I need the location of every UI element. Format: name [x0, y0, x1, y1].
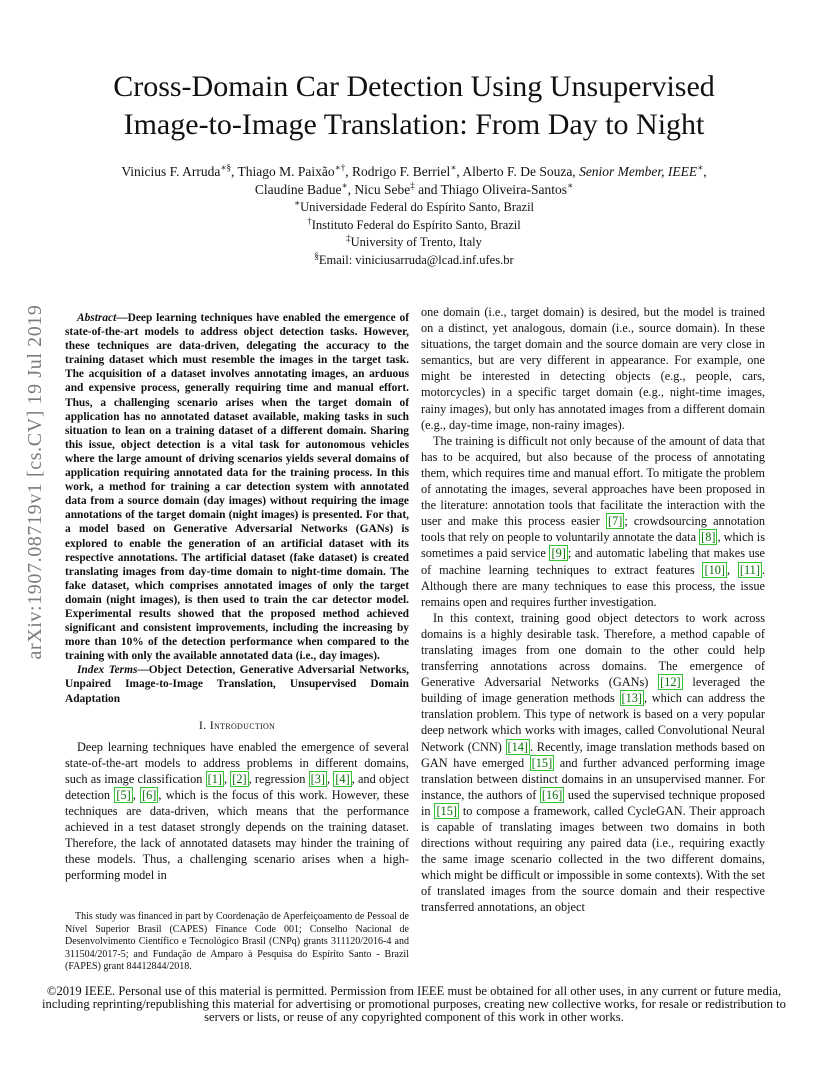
text-run: . Although there are many techniques to ease this process, the issue remains open and requires further investigation. [421, 562, 765, 609]
citation-link[interactable]: [11] [739, 562, 760, 577]
citation-link[interactable]: [1] [207, 771, 222, 786]
author-mark: ∗ [450, 162, 457, 173]
citation-link[interactable]: [7] [607, 514, 623, 529]
arxiv-stamp-text[interactable]: arXiv:1907.08719v1 [cs.CV] 19 Jul 2019 [24, 304, 46, 660]
text-run: , regression [248, 771, 309, 786]
author-role: Senior Member, IEEE [579, 164, 698, 179]
text-run: . Recently, image translation methods based on GAN have emerged [421, 739, 765, 770]
affiliation-text[interactable]: Email: viniciusarruda@lcad.inf.ufes.br [318, 252, 514, 267]
citation-link[interactable]: [4] [335, 771, 350, 786]
affiliation-mark: § [314, 250, 319, 261]
intro-paragraph-1 [65, 739, 409, 884]
affiliation-text: Universidade Federal do Espírito Santo, Brazil [300, 200, 535, 214]
paper-title [40, 68, 788, 144]
section-title: Introduction [209, 717, 276, 732]
intro-paragraph-4 [421, 610, 765, 916]
citation-link[interactable]: [15] [531, 755, 553, 770]
citation-link[interactable]: [8] [701, 530, 716, 545]
title-line-1: Cross-Domain Car Detection Using Unsupervised [113, 70, 715, 103]
text-run: , [327, 771, 334, 786]
text-run: ; and automatic labeling that makes use of machine learning techniques to extract features [421, 546, 765, 577]
text-run: and further advanced performing image translation between distinct domains in an unsupervised manner. For instance, the authors of [421, 755, 766, 802]
copyright-notice: ©2019 IEEE. Personal use of this material is permitted. Permission from IEEE must be obtained for all other uses, in any current or future media, including reprinting/republishing this material for advertising or promotional purposes, creating new collective works, for resale or redistribution to servers or lists, or reuse of any copyrighted component of this work in other works. [42, 984, 786, 1025]
intro-paragraph-2: one domain (i.e., target domain) is desired, but the model is trained on a distinct, yet analogous, domain (i.e., source domain). In these situations, the target domain and the source domain are very close in semantics, but are very different in appearance. For example, one might be interested in detecting objects (e.g., people, cars, motorcycles) in a specific target domain (e.g., night-time images, rainy images), but only has annotated images from a different domain (e.g., day-time image, non-rainy images). [421, 305, 765, 432]
citation-link[interactable]: [6] [142, 787, 157, 802]
affiliation-text: University of Trento, Italy [350, 235, 482, 249]
author-mark: ∗ [567, 180, 574, 191]
text-run: In this context, training good object detectors to work across domains is a highly desirable task. Therefore, a method capable of translating images from one domain to the other could help transferring annotations across domains. The emergence of Generative Adversarial Networks (GANs) [421, 610, 765, 690]
author-mark: ‡ [410, 180, 415, 191]
section-numeral: I. [198, 717, 210, 732]
citation-link[interactable]: [16] [541, 787, 563, 802]
author-name: Vinicius F. Arruda [121, 164, 221, 179]
citation-link[interactable]: [2] [232, 771, 247, 786]
text-run: leveraged the building of image generation methods [421, 675, 765, 706]
text-run: , and object detection [65, 771, 409, 802]
citation-link[interactable]: [15] [436, 803, 457, 818]
citation-link[interactable]: [10] [704, 562, 725, 577]
text-run: , [132, 787, 141, 802]
citation-link[interactable]: [5] [116, 787, 131, 802]
affiliation-item [40, 234, 788, 252]
affiliation-item [40, 217, 788, 235]
citation-link[interactable]: [13] [621, 691, 642, 706]
affiliation-mark: † [307, 215, 312, 226]
author-name: and Thiago Oliveira-Santos [418, 182, 568, 197]
text-run: , [726, 562, 738, 577]
author-line-1: Vinicius F. Arruda∗§, Thiago M. Paixão∗†, Rodrigo F. Berriel∗, Alberto F. De Souza, Senior Member, IEEE∗, [121, 162, 707, 179]
affiliation-list [40, 199, 788, 269]
author-name: Claudine Badue [254, 182, 342, 197]
author-mark: ∗ [697, 162, 704, 173]
index-terms-lead: Index Terms [77, 664, 138, 677]
title-line-2: Image-to-Image Translation: From Day to Night [123, 108, 705, 141]
right-column [421, 304, 765, 916]
text-run: , which is sometimes a paid service [421, 530, 765, 561]
author-mark: ∗† [334, 162, 346, 173]
text-run: , which can address the translation problem. This type of network is based on a very popular deep network which works with images, called Convolutional Neural Network (CNN) [421, 691, 766, 754]
affiliation-mark: ∗ [293, 197, 301, 208]
index-terms-text: —Object Detection, Generative Adversarial Networks, Unpaired Image-to-Image Translation, Unsupervised Domain Adaptation [65, 664, 409, 705]
affiliation-mark: ‡ [346, 232, 351, 243]
author-list [40, 163, 788, 199]
intro-paragraph-3 [421, 433, 765, 610]
text-run: , [223, 771, 231, 786]
citation-link[interactable]: [12] [660, 675, 681, 690]
text-run: The training is difficult not only because of the amount of data that has to be acquired, but also because of the process of annotating them, which requires time and manual effort. To mitigate the problem of annotating the images, several approaches have been proposed in the literature: annotation tools that facilitate the interaction with the user and make this process easier [421, 433, 765, 529]
text-run: ; crowdsourcing annotation tools that rely on people to voluntarily annotate the data [421, 514, 765, 545]
left-column [65, 311, 409, 883]
text-run: to compose a framework, called CycleGAN. Their approach is capable of translating images between two domains in both directions without requiring any paired data (i.e., requiring exactly the same image scenario collected in the two different domains, which might be difficult or impossible in some contexts). With the set of translated images from the source domain and their respective transferred annotations, an object [421, 803, 765, 915]
abstract-lead: Abstract [77, 312, 117, 324]
abstract-text: —Deep learning techniques have enabled the emergence of state-of-the-art models to address object detection tasks. However, these techniques are data-driven, delegating the accuracy to the training dataset which must resemble the images in the target task. The acquisition of a dataset involves annotating images, an arduous and expensive process, generally requiring time and manual effort. Thus, a challenging scenario arises when the target domain of application has no annotated dataset available, making tasks in such situation to lean on a training dataset of a different domain. Sharing this issue, object detection is a vital task for autonomous vehicles where the large amount of driving scenarios yields several domains of application requiring annotated data for the training process. In this work, a method for training a car detection system with annotated data from a source domain (day images) without requiring the image annotations of the target domain (night images) is presented. For that, a model based on Generative Adversarial Networks (GANs) is explored to enable the generation of an artificial dataset with its respective annotations. The artificial dataset (fake dataset) is created translating images from day-time domain to night-time domain. The fake dataset, which comprises annotated images of only the target domain (night images), is then used to train the car detector model. Experimental results showed that the proposed method achieved significant and consistent improvements, including the increasing by more than 10% of the detection performance when compared to the training with only the available annotated data (i.e., day images). [65, 312, 409, 663]
text-run: used the supervised technique proposed in [421, 787, 765, 818]
affiliation-text: Instituto Federal do Espírito Santo, Brazil [311, 217, 521, 232]
text-run: , which is the focus of this work. However, these techniques are data-driven, which means that the performance achieved in a test dataset strongly depends on the training dataset. Therefore, the lack of annotated datasets may hinder the training of these models. Thus, a challenging scenario arises when a high-performing model in [65, 787, 409, 883]
affiliation-item [40, 252, 788, 270]
citation-link[interactable]: [14] [507, 739, 529, 754]
section-heading-introduction [65, 718, 409, 733]
index-terms [65, 663, 409, 705]
citation-link[interactable]: [9] [551, 546, 566, 561]
affiliation-item [40, 199, 788, 217]
author-name: Nicu Sebe [354, 182, 411, 197]
author-line-2: Claudine Badue∗, Nicu Sebe‡ and Thiago Oliveira-Santos∗ [254, 180, 574, 197]
author-mark: ∗§ [220, 162, 231, 173]
abstract [65, 311, 409, 663]
citation-link[interactable]: [3] [310, 771, 326, 786]
author-mark: ∗ [341, 180, 348, 191]
author-name: Alberto F. De Souza, [462, 164, 576, 179]
author-name: Thiago M. Paixão [237, 164, 335, 179]
text-run: Deep learning techniques have enabled the emergence of several state-of-the-art models to address problems in different domains, such as image classification [65, 739, 409, 786]
funding-footnote: This study was financed in part by Coordenação de Aperfeiçoamento de Pessoal de Nível Superior Brasil (CAPES) Finance Code 001; Conselho Nacional de Desenvolvimento Científico e Tecnológico Brasil (CNPq) grants 311120/2016-4 and 311504/2017-5; and Fundação de Amparo à Pesquisa do Espírito Santo - Brazil (FAPES) grant 84412844/2018. [65, 911, 409, 973]
author-name: Rodrigo F. Berriel [351, 164, 451, 179]
